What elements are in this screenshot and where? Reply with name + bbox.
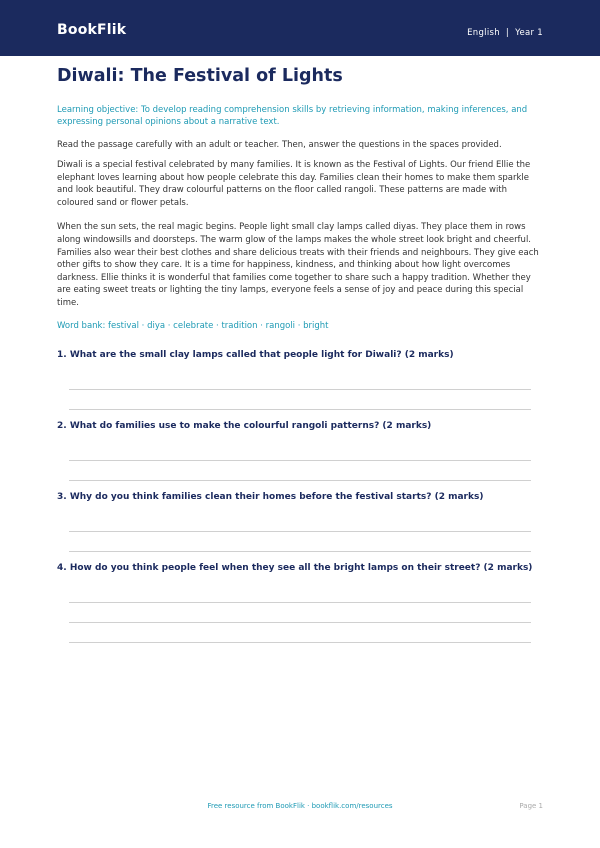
instructions: Read the passage carefully with an adult or teacher. Then, answer the questions in the spaces provided. <box>57 140 502 150</box>
answer-line[interactable] <box>69 602 531 603</box>
answer-line[interactable] <box>69 389 531 390</box>
year-label: Year 1 <box>515 28 543 38</box>
worksheet-body <box>57 56 543 643</box>
passage-paragraph: Diwali is a special festival celebrated by many families. It is known as the Festival of Lights. Our friend Ellie the elephant loves learning about how people celebrate this day. Families clean their homes to make them sparkle and look beautiful. They draw colourful patterns on the floor called rangoli. These patterns are made with coloured sand or flower petals. <box>57 160 531 208</box>
question-block <box>57 491 543 552</box>
word-bank: Word bank: festival · diya · celebrate · tradition · rangoli · bright <box>57 320 329 331</box>
answer-area[interactable] <box>57 531 543 552</box>
question-block <box>57 349 543 410</box>
answer-area[interactable] <box>57 460 543 481</box>
answer-area[interactable] <box>57 602 543 643</box>
worksheet-title: Diwali: The Festival of Lights <box>57 66 343 86</box>
answer-line[interactable] <box>69 480 531 481</box>
question-block <box>57 420 543 481</box>
answer-line[interactable] <box>69 551 531 552</box>
question-block <box>57 562 543 643</box>
answer-line[interactable] <box>69 409 531 410</box>
answer-line[interactable] <box>69 531 531 532</box>
page-header <box>0 0 600 56</box>
page-number: Page 1 <box>519 802 543 810</box>
question-text: 3. Why do you think families clean their homes before the festival starts? (2 marks) <box>57 491 484 502</box>
passage-paragraph: When the sun sets, the real magic begins. People light small clay lamps called diyas. They place them in rows along windowsills and doorsteps. The warm glow of the lamps makes the whole street look bright and cheerful. Families also wear their best clothes and share delicious treats with their friends and neighbours. They give each other gifts to show they care. It is a time for happiness, kindness, and thinking about how light overcomes darkness. Ellie thinks it is wonderful that families come together to share such a happy tradition. Whether they are eating sweet treats or lighting the tiny lamps, everyone feels a sense of joy and peace during this special time. <box>57 222 539 308</box>
brand-logo-text: BookFlik <box>57 22 127 38</box>
header-meta <box>467 28 543 38</box>
language-label: English <box>467 28 500 38</box>
answer-line[interactable] <box>69 622 531 623</box>
footer-credit-link[interactable]: Free resource from BookFlik · bookflik.com/resources <box>207 802 393 810</box>
question-text: 2. What do families use to make the colourful rangoli patterns? (2 marks) <box>57 420 432 431</box>
meta-separator: | <box>505 28 510 38</box>
question-text: 4. How do you think people feel when they see all the bright lamps on their street? (2 marks) <box>57 562 533 573</box>
answer-line[interactable] <box>69 460 531 461</box>
answer-area[interactable] <box>57 389 543 410</box>
learning-objective: Learning objective: To develop reading comprehension skills by retrieving information, making inferences, and expressing personal opinions about a narrative text. <box>57 105 528 127</box>
question-text: 1. What are the small clay lamps called that people light for Diwali? (2 marks) <box>57 349 454 360</box>
answer-line[interactable] <box>69 642 531 643</box>
